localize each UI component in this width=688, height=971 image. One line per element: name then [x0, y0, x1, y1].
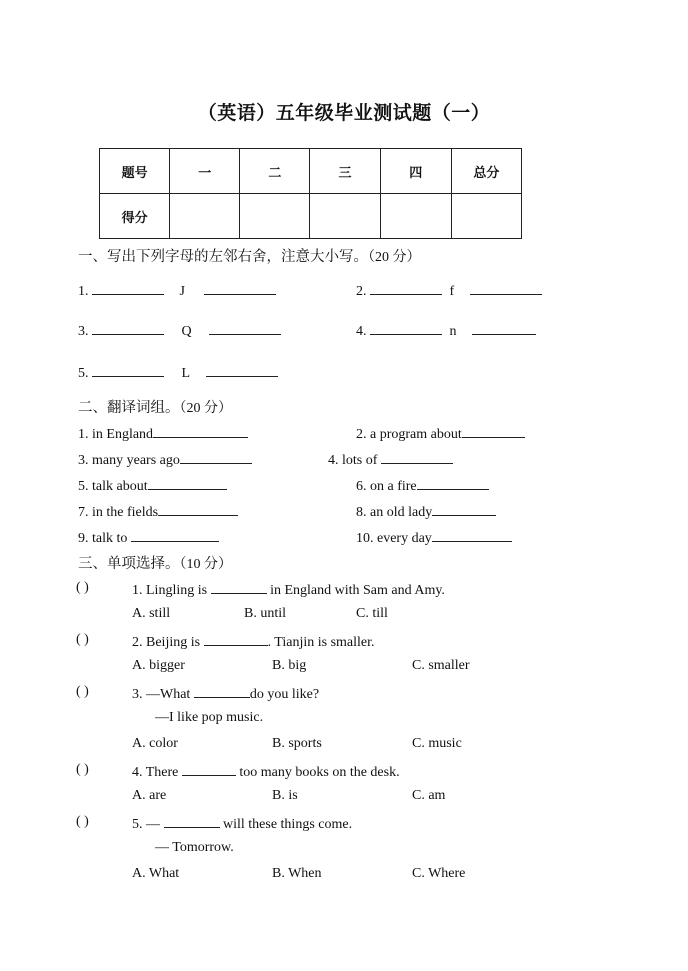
phrase-item [78, 476, 227, 495]
answer-blank[interactable] [131, 528, 219, 542]
phrase-text: 5. talk about [78, 479, 148, 494]
question-text: . Tianjin is smaller. [267, 635, 375, 650]
option-b[interactable]: B. sports [272, 736, 322, 751]
given-letter: f [449, 284, 455, 299]
answer-blank[interactable] [182, 762, 236, 776]
question-text: will these things come. [223, 817, 353, 832]
answer-blank[interactable] [381, 450, 453, 464]
section-heading-text: 二、翻译词组。 [78, 400, 180, 416]
option-a[interactable]: A. What [132, 866, 180, 881]
phrase-text: 2. a program about [356, 427, 462, 442]
option-b[interactable]: B. When [272, 866, 322, 881]
answer-blank[interactable] [370, 281, 442, 295]
answer-blank[interactable] [158, 502, 238, 516]
phrase-item [356, 476, 489, 495]
phrase-item [328, 450, 453, 469]
option-a[interactable]: A. bigger [132, 658, 185, 673]
question-stem [132, 580, 445, 599]
neighbor-letter-item [78, 363, 278, 382]
neighbor-letter-item [78, 281, 276, 300]
item-number: 4. [356, 324, 367, 339]
phrase-text: 1. in England [78, 427, 154, 442]
score-table-header-cell: 题号 [100, 149, 170, 194]
question-text: 5. — [132, 817, 160, 832]
answer-blank[interactable] [432, 528, 512, 542]
question-text: 1. Lingling is [132, 583, 208, 598]
question-text: 4. There [132, 765, 179, 780]
score-table-score-row [100, 194, 522, 239]
question-text: 2. Beijing is [132, 635, 201, 650]
option-c[interactable]: C. music [412, 736, 462, 751]
answer-blank[interactable] [153, 424, 248, 438]
answer-blank[interactable] [432, 502, 496, 516]
phrase-item [356, 528, 512, 547]
neighbor-letter-item [78, 321, 281, 340]
answer-bracket[interactable]: ( ) [76, 814, 89, 829]
answer-blank[interactable] [211, 580, 267, 594]
given-letter: n [449, 324, 457, 339]
question-text: 3. —What [132, 687, 191, 702]
option-b[interactable]: B. big [272, 658, 307, 673]
phrase-text: 9. talk to [78, 531, 128, 546]
option-b[interactable]: B. until [244, 606, 287, 621]
score-table-header-cell: 一 [170, 149, 240, 194]
phrase-item [78, 528, 219, 547]
phrase-item [78, 450, 252, 469]
answer-blank[interactable] [148, 476, 227, 490]
neighbor-letter-item [356, 281, 542, 300]
answer-blank[interactable] [206, 363, 278, 377]
option-a[interactable]: A. are [132, 788, 167, 803]
option-c[interactable]: C. Where [412, 866, 466, 881]
phrase-text: 6. on a fire [356, 479, 417, 494]
option-b[interactable]: B. is [272, 788, 298, 803]
answer-bracket[interactable]: ( ) [76, 632, 89, 647]
question-text: too many books on the desk. [239, 765, 400, 780]
question-stem [132, 684, 319, 703]
section-heading [78, 245, 421, 266]
score-cell[interactable] [170, 194, 240, 239]
phrase-item [78, 424, 248, 443]
answer-blank[interactable] [180, 450, 252, 464]
given-letter: J [179, 284, 185, 299]
score-cell[interactable] [310, 194, 380, 239]
phrase-item [356, 424, 525, 443]
answer-blank[interactable] [194, 684, 250, 698]
phrase-item [78, 502, 238, 521]
answer-blank[interactable] [92, 321, 164, 335]
answer-blank[interactable] [370, 321, 442, 335]
score-cell[interactable] [380, 194, 451, 239]
score-table [99, 148, 522, 239]
score-table-header-row [100, 149, 522, 194]
given-letter: Q [181, 324, 192, 339]
item-number: 3. [78, 324, 89, 339]
score-table-header-cell: 总分 [451, 149, 521, 194]
section-points: （10 分） [179, 557, 232, 572]
answer-bracket[interactable]: ( ) [76, 684, 89, 699]
answer-blank[interactable] [92, 363, 164, 377]
score-row-label: 得分 [100, 194, 170, 239]
score-table-header-cell: 四 [380, 149, 451, 194]
score-cell[interactable] [451, 194, 521, 239]
option-a[interactable]: A. still [132, 606, 171, 621]
item-number: 1. [78, 284, 89, 299]
section-heading [78, 552, 232, 573]
question-text: in England with Sam and Amy. [270, 583, 445, 598]
answer-blank[interactable] [462, 424, 525, 438]
answer-blank[interactable] [472, 321, 536, 335]
answer-blank[interactable] [204, 281, 276, 295]
item-number: 2. [356, 284, 367, 299]
dialogue-reply: —I like pop music. [155, 710, 264, 725]
phrase-text: 4. lots of [328, 453, 378, 468]
score-table-header-cell: 三 [310, 149, 380, 194]
answer-blank[interactable] [92, 281, 164, 295]
phrase-text: 8. an old lady [356, 505, 433, 520]
section-heading-text: 三、单项选择。 [78, 556, 180, 572]
question-text: do you like? [249, 687, 320, 702]
option-a[interactable]: A. color [132, 736, 178, 751]
phrase-text: 10. every day [356, 531, 432, 546]
answer-blank[interactable] [417, 476, 489, 490]
question-stem [132, 632, 375, 651]
phrase-item [356, 502, 496, 521]
score-table-header-cell: 二 [240, 149, 310, 194]
score-cell[interactable] [240, 194, 310, 239]
option-c[interactable]: C. till [356, 606, 388, 621]
item-number: 5. [78, 366, 89, 381]
neighbor-letter-item [356, 321, 536, 340]
question-stem [132, 762, 400, 781]
question-stem [132, 814, 352, 833]
section-points: （20 分） [368, 250, 421, 265]
answer-blank[interactable] [470, 281, 542, 295]
phrase-text: 7. in the fields [78, 505, 159, 520]
section-heading-text: 一、写出下列字母的左邻右舍，注意大小写。 [78, 249, 368, 265]
option-c[interactable]: C. smaller [412, 658, 470, 673]
section-heading [78, 396, 232, 417]
answer-bracket[interactable]: ( ) [76, 580, 89, 595]
page-title: （英语）五年级毕业测试题（一） [197, 103, 491, 124]
section-points: （20 分） [179, 401, 232, 416]
answer-blank[interactable] [164, 814, 220, 828]
option-c[interactable]: C. am [412, 788, 446, 803]
dialogue-reply: — Tomorrow. [155, 840, 234, 855]
phrase-text: 3. many years ago [78, 453, 180, 468]
answer-blank[interactable] [204, 632, 268, 646]
answer-bracket[interactable]: ( ) [76, 762, 89, 777]
given-letter: L [181, 366, 191, 381]
answer-blank[interactable] [209, 321, 281, 335]
